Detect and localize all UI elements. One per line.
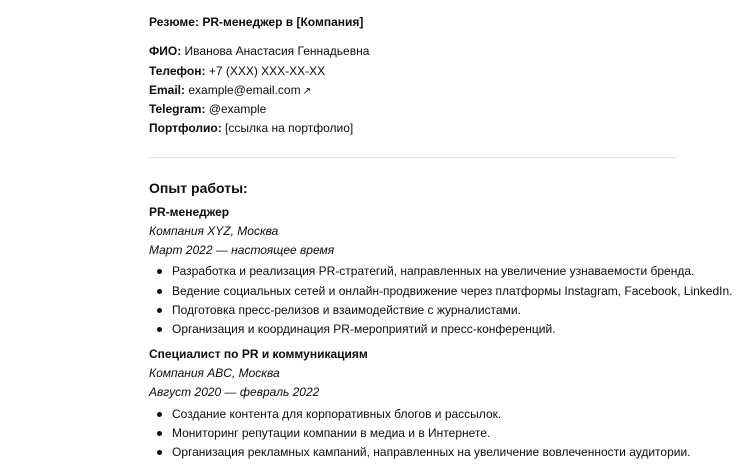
duty-text: Организация рекламных кампаний, направленных на увеличение вовлеченности аудитории.: [172, 445, 691, 459]
experience-heading: Опыт работы:: [149, 180, 248, 196]
contact-label: Портфолио:: [149, 121, 222, 135]
contact-portfolio: [149, 119, 353, 137]
job-position: Специалист по PR и коммуникациям: [149, 347, 368, 361]
section-divider: [149, 157, 677, 158]
bullet-icon: [157, 431, 162, 436]
job-position: PR-менеджер: [149, 205, 230, 219]
contact-fullname: [149, 42, 369, 60]
contact-value: @example: [208, 102, 267, 116]
bullet-icon: [157, 269, 162, 274]
duty-text: Организация и координация PR-мероприятий и пресс-конференций.: [172, 322, 556, 336]
contact-label: Телефон:: [149, 64, 206, 78]
contact-value: Иванова Анастасия Геннадьевна: [184, 44, 370, 58]
bullet-icon: [157, 308, 162, 313]
contact-label: ФИО:: [149, 44, 182, 58]
bullet-icon: [157, 412, 162, 417]
job-company: Компания XYZ, Москва: [149, 224, 279, 238]
contact-label: Telegram:: [149, 102, 206, 116]
bullet-icon: [157, 327, 162, 332]
resume-title: Резюме: PR-менеджер в [Компания]: [149, 15, 364, 29]
duty-text: Ведение социальных сетей и онлайн-продвижение через платформы Instagram, Facebook, LinkedIn.: [172, 284, 733, 298]
contact-value: [ссылка на портфолио]: [225, 121, 354, 135]
job-period: Март 2022 — настоящее время: [149, 243, 335, 257]
bullet-icon: [157, 289, 162, 294]
contact-telegram: [149, 100, 266, 118]
email-link[interactable]: example@email.com: [188, 83, 301, 97]
job-period: Август 2020 — февраль 2022: [149, 385, 320, 399]
contact-value: +7 (XXX) XXX-XX-XX: [208, 64, 326, 78]
job-company: Компания ABC, Москва: [149, 366, 280, 380]
contact-email: [149, 81, 311, 101]
external-link-icon[interactable]: ↗: [302, 86, 311, 97]
duty-text: Разработка и реализация PR-стратегий, направленных на увеличение узнаваемости бренда.: [172, 264, 695, 278]
bullet-icon: [157, 450, 162, 455]
duty-text: Подготовка пресс-релизов и взаимодействие с журналистами.: [172, 303, 521, 317]
contact-phone: [149, 62, 325, 80]
duty-text: Создание контента для корпоративных блогов и рассылок.: [172, 407, 502, 421]
duty-text: Мониторинг репутации компании в медиа и в Интернете.: [172, 426, 491, 440]
contact-label: Email:: [149, 83, 186, 97]
